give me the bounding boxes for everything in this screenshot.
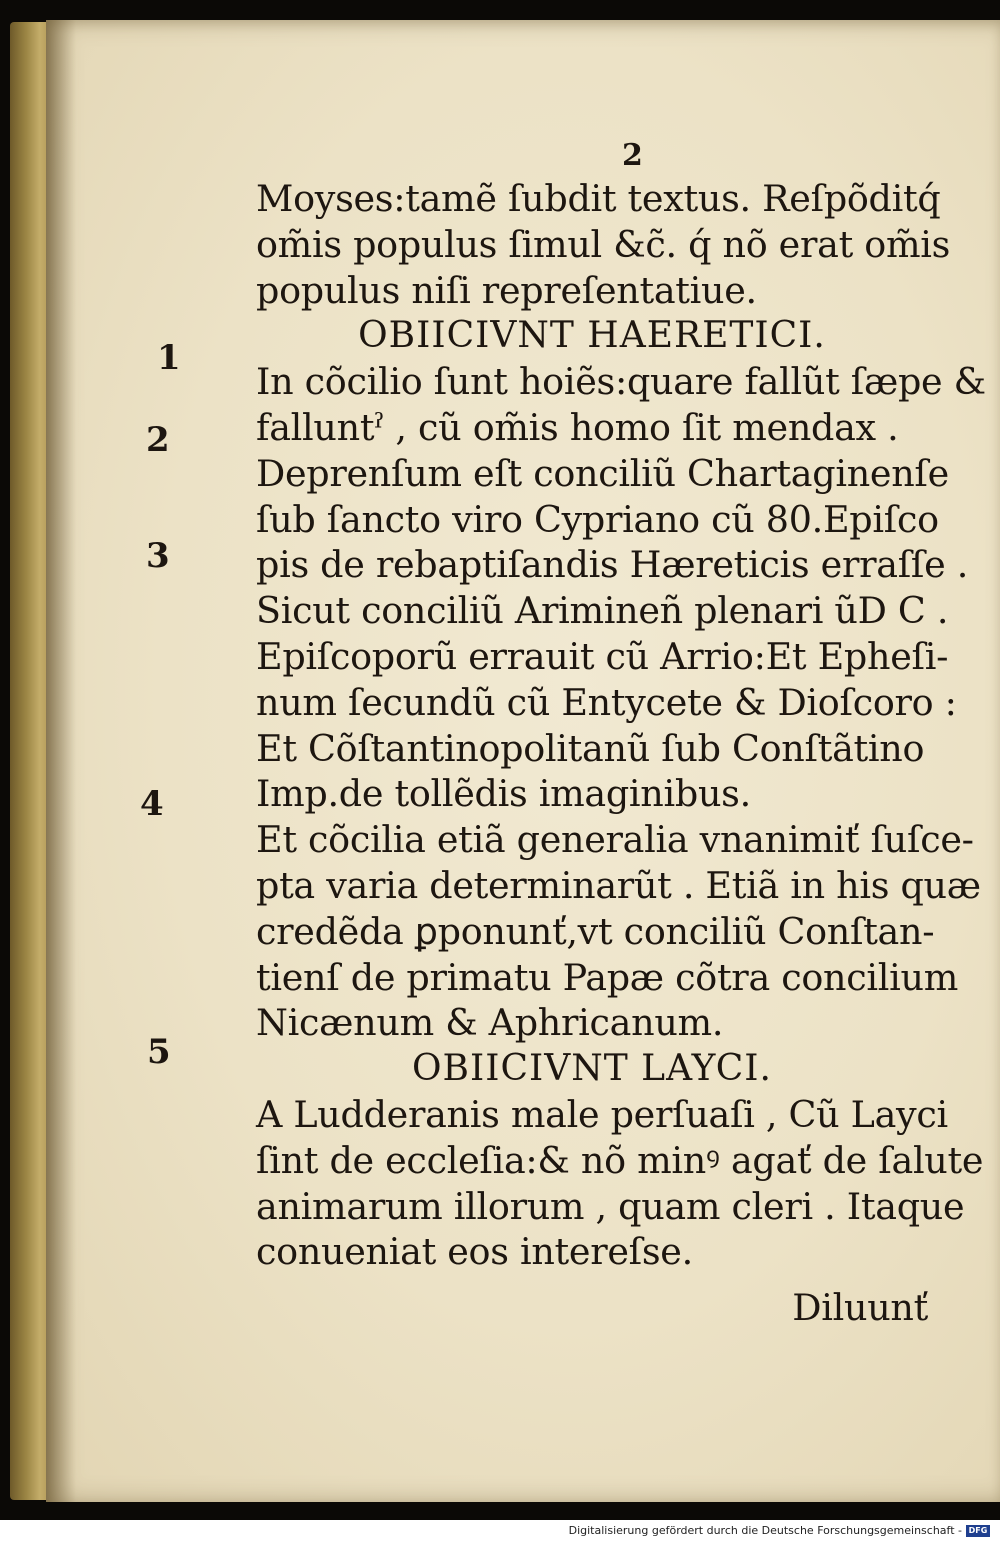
catchword: Diluunť xyxy=(792,1286,928,1330)
text-line: Moyses:tamẽ ſubdit textus. Reſpõditq́ xyxy=(256,177,941,220)
text-line: ſint de eccleſia:& nõ minꝰ agať de ſalute xyxy=(256,1138,984,1182)
text-line: num ſecundũ cũ Entycete & Dioſcoro : xyxy=(256,680,957,724)
text-line: Nicænum & Aphricanum. xyxy=(256,1001,724,1045)
text-line: In cõcilio ſunt hoiẽs:quare fallũt ſæpe & xyxy=(256,360,986,404)
footer-bar xyxy=(0,1520,1000,1542)
previous-page-edge xyxy=(10,22,50,1500)
margin-number: 3 xyxy=(146,536,170,576)
text-line: Deprenſum eſt conciliũ Chartaginenſe xyxy=(256,451,949,495)
text-line: conueniat eos intereſse. xyxy=(256,1230,693,1274)
text-line: tienſ de primatu Papæ cõtra concilium xyxy=(256,955,959,999)
text-line: om̃is populus ſimul &c̃. q́ nõ erat om̃is xyxy=(256,222,951,266)
section-heading: OBIICIVNT HAERETICI. xyxy=(358,315,826,357)
funding-credit: Digitalisierung gefördert durch die Deutsche Forschungsgemeinschaft - xyxy=(568,1524,962,1537)
text-line: ſub ſancto viro Cypriano cũ 80.Epiſco xyxy=(256,497,939,541)
text-line: populus niſi repreſentatiue. xyxy=(256,268,757,312)
page-number: 2 xyxy=(622,138,643,173)
text-line: credẽda ꝑponunť,vt conciliũ Conſtan- xyxy=(256,909,935,953)
main-text xyxy=(256,176,986,1331)
text-line: A Ludderanis male perſuaſi , Cũ Layci xyxy=(256,1092,948,1136)
dfg-logo: DFG xyxy=(966,1525,990,1537)
margin-number: 1 xyxy=(157,338,181,378)
text-line: Et cõcilia etiã generalia vnanimiť ſuſce- xyxy=(256,818,974,862)
margin-number: 5 xyxy=(147,1032,171,1072)
margin-number: 2 xyxy=(146,420,170,460)
text-line: Epiſcoporũ errauit cũ Arrio:Et Epheſi- xyxy=(256,634,949,678)
text-line: pta varia determinarũt . Etiã in his quæ xyxy=(256,863,981,907)
text-line: Sicut conciliũ Arimineñ plenari ũD C . xyxy=(256,589,949,633)
text-line: falluntˀ , cũ om̃is homo ſit mendax . xyxy=(256,405,899,449)
text-line: animarum illorum , quam cleri . Itaque xyxy=(256,1184,965,1228)
text-line: Et Cõſtantinopolitanũ ſub Conſtãtino xyxy=(256,726,925,770)
text-line: Imp.de tollẽdis imaginibus. xyxy=(256,772,751,816)
text-line: pis de rebaptiſandis Hæreticis erraſſe . xyxy=(256,543,969,587)
section-heading: OBIICIVNT LAYCI. xyxy=(412,1048,772,1090)
gutter-shadow xyxy=(46,20,76,1502)
margin-number: 4 xyxy=(140,784,164,824)
